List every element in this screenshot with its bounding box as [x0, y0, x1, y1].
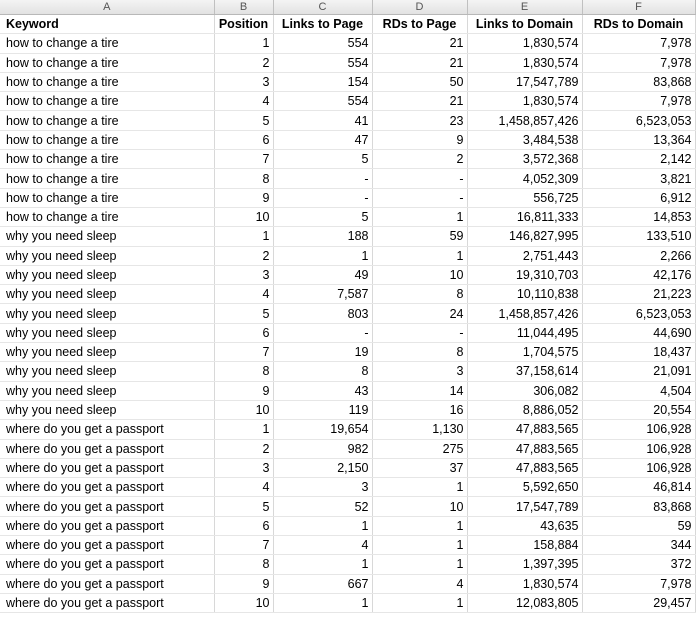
rds-to-domain-cell[interactable]: 59 [582, 516, 695, 535]
rds-to-page-cell[interactable]: 1 [372, 478, 467, 497]
links-to-domain-cell[interactable]: 146,827,995 [467, 227, 582, 246]
links-to-page-cell[interactable]: 49 [273, 265, 372, 284]
keyword-cell[interactable]: where do you get a passport [0, 555, 214, 574]
links-to-domain-cell[interactable]: 47,883,565 [467, 458, 582, 477]
rds-to-page-cell[interactable]: 16 [372, 400, 467, 419]
position-cell[interactable]: 5 [214, 111, 273, 130]
keyword-cell[interactable]: how to change a tire [0, 207, 214, 226]
position-cell[interactable]: 9 [214, 188, 273, 207]
links-to-domain-cell[interactable]: 556,725 [467, 188, 582, 207]
position-cell[interactable]: 7 [214, 536, 273, 555]
links-to-domain-cell[interactable]: 1,830,574 [467, 92, 582, 111]
rds-to-page-cell[interactable]: 14 [372, 381, 467, 400]
links-to-domain-cell[interactable]: 10,110,838 [467, 285, 582, 304]
column-header-f[interactable]: F [582, 0, 695, 15]
rds-to-page-cell[interactable]: - [372, 323, 467, 342]
links-to-page-cell[interactable]: 1 [273, 516, 372, 535]
rds-to-page-cell[interactable]: 1 [372, 246, 467, 265]
keyword-cell[interactable]: how to change a tire [0, 111, 214, 130]
keyword-cell[interactable]: how to change a tire [0, 53, 214, 72]
table-row [0, 555, 695, 574]
table-row [0, 400, 695, 419]
rds-to-page-cell[interactable]: 3 [372, 362, 467, 381]
links-to-page-cell[interactable]: 554 [273, 92, 372, 111]
position-cell[interactable]: 4 [214, 285, 273, 304]
column-header-b[interactable]: B [214, 0, 273, 15]
table-row [0, 169, 695, 188]
rds-to-page-cell[interactable]: 10 [372, 265, 467, 284]
keyword-cell[interactable]: why you need sleep [0, 323, 214, 342]
table-row [0, 304, 695, 323]
position-cell[interactable]: 2 [214, 246, 273, 265]
table-row [0, 381, 695, 400]
rds-to-domain-cell[interactable]: 2,142 [582, 150, 695, 169]
rds-to-page-cell[interactable]: - [372, 188, 467, 207]
links-to-domain-cell[interactable]: 3,572,368 [467, 150, 582, 169]
keyword-cell[interactable]: why you need sleep [0, 246, 214, 265]
position-cell[interactable]: 2 [214, 53, 273, 72]
links-to-domain-cell[interactable]: 3,484,538 [467, 130, 582, 149]
links-to-domain-cell[interactable]: 1,704,575 [467, 343, 582, 362]
rds-to-page-cell[interactable]: 1 [372, 555, 467, 574]
links-to-page-cell[interactable]: 41 [273, 111, 372, 130]
links-to-page-cell[interactable]: 667 [273, 574, 372, 593]
rds-to-page-cell[interactable]: 37 [372, 458, 467, 477]
links-to-domain-cell[interactable]: 43,635 [467, 516, 582, 535]
links-to-page-cell[interactable]: 1 [273, 246, 372, 265]
rds-to-domain-cell[interactable]: 21,223 [582, 285, 695, 304]
position-cell[interactable]: 7 [214, 343, 273, 362]
header-cell-rds-to-page[interactable]: RDs to Page [372, 15, 467, 34]
rds-to-domain-cell[interactable]: 20,554 [582, 400, 695, 419]
keyword-cell[interactable]: how to change a tire [0, 188, 214, 207]
position-cell[interactable]: 3 [214, 458, 273, 477]
position-cell[interactable]: 8 [214, 362, 273, 381]
header-cell-links-to-domain[interactable]: Links to Domain [467, 15, 582, 34]
links-to-page-cell[interactable]: 154 [273, 72, 372, 91]
table-row [0, 478, 695, 497]
links-to-page-cell[interactable]: 43 [273, 381, 372, 400]
table-row [0, 265, 695, 284]
rds-to-page-cell[interactable]: 59 [372, 227, 467, 246]
table-row [0, 362, 695, 381]
position-cell[interactable]: 8 [214, 555, 273, 574]
links-to-page-cell[interactable]: 803 [273, 304, 372, 323]
keyword-cell[interactable]: how to change a tire [0, 130, 214, 149]
keyword-cell[interactable]: where do you get a passport [0, 439, 214, 458]
links-to-page-cell[interactable]: 47 [273, 130, 372, 149]
column-header-e[interactable]: E [467, 0, 582, 15]
keyword-cell[interactable]: why you need sleep [0, 304, 214, 323]
rds-to-domain-cell[interactable]: 6,523,053 [582, 304, 695, 323]
rds-to-page-cell[interactable]: 1,130 [372, 420, 467, 439]
keyword-cell[interactable]: where do you get a passport [0, 574, 214, 593]
rds-to-page-cell[interactable]: 275 [372, 439, 467, 458]
rds-to-page-cell[interactable]: - [372, 169, 467, 188]
keyword-cell[interactable]: why you need sleep [0, 381, 214, 400]
keyword-cell[interactable]: where do you get a passport [0, 478, 214, 497]
rds-to-domain-cell[interactable]: 44,690 [582, 323, 695, 342]
table-row [0, 343, 695, 362]
table-row [0, 420, 695, 439]
position-cell[interactable]: 4 [214, 478, 273, 497]
links-to-page-cell[interactable]: 19,654 [273, 420, 372, 439]
table-row [0, 536, 695, 555]
rds-to-page-cell[interactable]: 10 [372, 497, 467, 516]
position-cell[interactable]: 10 [214, 400, 273, 419]
rds-to-domain-cell[interactable]: 29,457 [582, 593, 695, 612]
links-to-domain-cell[interactable]: 19,310,703 [467, 265, 582, 284]
table-row [0, 111, 695, 130]
links-to-domain-cell[interactable]: 47,883,565 [467, 420, 582, 439]
table-row [0, 207, 695, 226]
links-to-page-cell[interactable]: 982 [273, 439, 372, 458]
position-cell[interactable]: 9 [214, 574, 273, 593]
position-cell[interactable]: 5 [214, 304, 273, 323]
position-cell[interactable]: 2 [214, 439, 273, 458]
position-cell[interactable]: 6 [214, 516, 273, 535]
position-cell[interactable]: 10 [214, 207, 273, 226]
rds-to-page-cell[interactable]: 24 [372, 304, 467, 323]
rds-to-page-cell[interactable]: 4 [372, 574, 467, 593]
links-to-page-cell[interactable]: 5 [273, 150, 372, 169]
links-to-page-cell[interactable]: 554 [273, 53, 372, 72]
table-row [0, 34, 695, 53]
table-row [0, 285, 695, 304]
rds-to-domain-cell[interactable]: 106,928 [582, 439, 695, 458]
rds-to-page-cell[interactable]: 1 [372, 593, 467, 612]
keyword-cell[interactable]: why you need sleep [0, 227, 214, 246]
position-cell[interactable]: 1 [214, 420, 273, 439]
rds-to-page-cell[interactable]: 50 [372, 72, 467, 91]
links-to-page-cell[interactable]: 1 [273, 593, 372, 612]
keyword-cell[interactable]: how to change a tire [0, 169, 214, 188]
rds-to-domain-cell[interactable]: 83,868 [582, 72, 695, 91]
rds-to-domain-cell[interactable]: 106,928 [582, 458, 695, 477]
table-row [0, 92, 695, 111]
links-to-page-cell[interactable]: 2,150 [273, 458, 372, 477]
table-row [0, 246, 695, 265]
table-row [0, 574, 695, 593]
links-to-page-cell[interactable]: - [273, 323, 372, 342]
rds-to-domain-cell[interactable]: 7,978 [582, 53, 695, 72]
keyword-cell[interactable]: where do you get a passport [0, 458, 214, 477]
position-cell[interactable]: 1 [214, 34, 273, 53]
column-header-d[interactable]: D [372, 0, 467, 15]
keyword-cell[interactable]: why you need sleep [0, 285, 214, 304]
table-row [0, 497, 695, 516]
column-letter-row [0, 0, 695, 15]
rds-to-page-cell[interactable]: 1 [372, 516, 467, 535]
rds-to-domain-cell[interactable]: 7,978 [582, 574, 695, 593]
keyword-cell[interactable]: why you need sleep [0, 343, 214, 362]
table-row [0, 227, 695, 246]
table-row [0, 130, 695, 149]
rds-to-domain-cell[interactable]: 2,266 [582, 246, 695, 265]
table-row [0, 323, 695, 342]
keyword-cell[interactable]: where do you get a passport [0, 593, 214, 612]
keyword-cell[interactable]: how to change a tire [0, 150, 214, 169]
links-to-domain-cell[interactable]: 17,547,789 [467, 72, 582, 91]
links-to-page-cell[interactable]: - [273, 188, 372, 207]
keyword-cell[interactable]: where do you get a passport [0, 536, 214, 555]
header-cell-rds-to-domain[interactable]: RDs to Domain [582, 15, 695, 34]
links-to-domain-cell[interactable]: 158,884 [467, 536, 582, 555]
rds-to-page-cell[interactable]: 2 [372, 150, 467, 169]
links-to-page-cell[interactable]: 8 [273, 362, 372, 381]
rds-to-domain-cell[interactable]: 4,504 [582, 381, 695, 400]
rds-to-domain-cell[interactable]: 7,978 [582, 34, 695, 53]
links-to-domain-cell[interactable]: 37,158,614 [467, 362, 582, 381]
keyword-cell[interactable]: where do you get a passport [0, 516, 214, 535]
table-row [0, 150, 695, 169]
links-to-domain-cell[interactable]: 17,547,789 [467, 497, 582, 516]
table-row [0, 53, 695, 72]
keyword-cell[interactable]: why you need sleep [0, 362, 214, 381]
rds-to-page-cell[interactable]: 1 [372, 536, 467, 555]
rds-to-page-cell[interactable]: 8 [372, 343, 467, 362]
position-cell[interactable]: 6 [214, 130, 273, 149]
links-to-domain-cell[interactable]: 5,592,650 [467, 478, 582, 497]
rds-to-page-cell[interactable]: 21 [372, 92, 467, 111]
links-to-domain-cell[interactable]: 1,397,395 [467, 555, 582, 574]
links-to-domain-cell[interactable]: 8,886,052 [467, 400, 582, 419]
position-cell[interactable]: 1 [214, 227, 273, 246]
rds-to-page-cell[interactable]: 21 [372, 53, 467, 72]
table-row [0, 516, 695, 535]
position-cell[interactable]: 8 [214, 169, 273, 188]
position-cell[interactable]: 5 [214, 497, 273, 516]
links-to-page-cell[interactable]: 5 [273, 207, 372, 226]
links-to-page-cell[interactable]: 554 [273, 34, 372, 53]
position-cell[interactable]: 3 [214, 265, 273, 284]
keyword-cell[interactable]: where do you get a passport [0, 420, 214, 439]
rds-to-page-cell[interactable]: 1 [372, 207, 467, 226]
rds-to-domain-cell[interactable]: 344 [582, 536, 695, 555]
keyword-cell[interactable]: how to change a tire [0, 92, 214, 111]
rds-to-page-cell[interactable]: 21 [372, 34, 467, 53]
links-to-page-cell[interactable]: 7,587 [273, 285, 372, 304]
links-to-page-cell[interactable]: 4 [273, 536, 372, 555]
position-cell[interactable]: 7 [214, 150, 273, 169]
keyword-cell[interactable]: how to change a tire [0, 34, 214, 53]
rds-to-page-cell[interactable]: 23 [372, 111, 467, 130]
links-to-domain-cell[interactable]: 1,830,574 [467, 53, 582, 72]
rds-to-domain-cell[interactable]: 7,978 [582, 92, 695, 111]
header-cell-position[interactable]: Position [214, 15, 273, 34]
links-to-page-cell[interactable]: 188 [273, 227, 372, 246]
table-row [0, 458, 695, 477]
rds-to-domain-cell[interactable]: 46,814 [582, 478, 695, 497]
rds-to-domain-cell[interactable]: 83,868 [582, 497, 695, 516]
links-to-domain-cell[interactable]: 12,083,805 [467, 593, 582, 612]
position-cell[interactable]: 10 [214, 593, 273, 612]
table-row [0, 439, 695, 458]
rds-to-domain-cell[interactable]: 133,510 [582, 227, 695, 246]
position-cell[interactable]: 6 [214, 323, 273, 342]
links-to-domain-cell[interactable]: 1,458,857,426 [467, 304, 582, 323]
header-cell-links-to-page[interactable]: Links to Page [273, 15, 372, 34]
rds-to-domain-cell[interactable]: 372 [582, 555, 695, 574]
header-row [0, 15, 695, 34]
links-to-domain-cell[interactable]: 4,052,309 [467, 169, 582, 188]
keyword-cell[interactable]: why you need sleep [0, 265, 214, 284]
rds-to-domain-cell[interactable]: 6,523,053 [582, 111, 695, 130]
links-to-page-cell[interactable]: 19 [273, 343, 372, 362]
links-to-page-cell[interactable]: 3 [273, 478, 372, 497]
links-to-domain-cell[interactable]: 47,883,565 [467, 439, 582, 458]
links-to-domain-cell[interactable]: 2,751,443 [467, 246, 582, 265]
column-header-c[interactable]: C [273, 0, 372, 15]
links-to-page-cell[interactable]: 119 [273, 400, 372, 419]
keyword-cell[interactable]: how to change a tire [0, 72, 214, 91]
rds-to-page-cell[interactable]: 9 [372, 130, 467, 149]
rds-to-domain-cell[interactable]: 42,176 [582, 265, 695, 284]
table-row [0, 593, 695, 612]
rds-to-domain-cell[interactable]: 3,821 [582, 169, 695, 188]
position-cell[interactable]: 9 [214, 381, 273, 400]
links-to-domain-cell[interactable]: 1,458,857,426 [467, 111, 582, 130]
rds-to-domain-cell[interactable]: 13,364 [582, 130, 695, 149]
rds-to-domain-cell[interactable]: 18,437 [582, 343, 695, 362]
links-to-domain-cell[interactable]: 306,082 [467, 381, 582, 400]
links-to-domain-cell[interactable]: 1,830,574 [467, 34, 582, 53]
position-cell[interactable]: 3 [214, 72, 273, 91]
column-header-a[interactable]: A [0, 0, 214, 15]
rds-to-page-cell[interactable]: 8 [372, 285, 467, 304]
position-cell[interactable]: 4 [214, 92, 273, 111]
links-to-page-cell[interactable]: 1 [273, 555, 372, 574]
rds-to-domain-cell[interactable]: 106,928 [582, 420, 695, 439]
table-row [0, 72, 695, 91]
rds-to-domain-cell[interactable]: 14,853 [582, 207, 695, 226]
keyword-cell[interactable]: why you need sleep [0, 400, 214, 419]
table-row [0, 188, 695, 207]
keyword-cell[interactable]: where do you get a passport [0, 497, 214, 516]
links-to-page-cell[interactable]: - [273, 169, 372, 188]
links-to-page-cell[interactable]: 52 [273, 497, 372, 516]
links-to-domain-cell[interactable]: 1,830,574 [467, 574, 582, 593]
rds-to-domain-cell[interactable]: 6,912 [582, 188, 695, 207]
links-to-domain-cell[interactable]: 11,044,495 [467, 323, 582, 342]
links-to-domain-cell[interactable]: 16,811,333 [467, 207, 582, 226]
header-cell-keyword[interactable]: Keyword [0, 15, 214, 34]
rds-to-domain-cell[interactable]: 21,091 [582, 362, 695, 381]
grid-body [0, 15, 695, 613]
